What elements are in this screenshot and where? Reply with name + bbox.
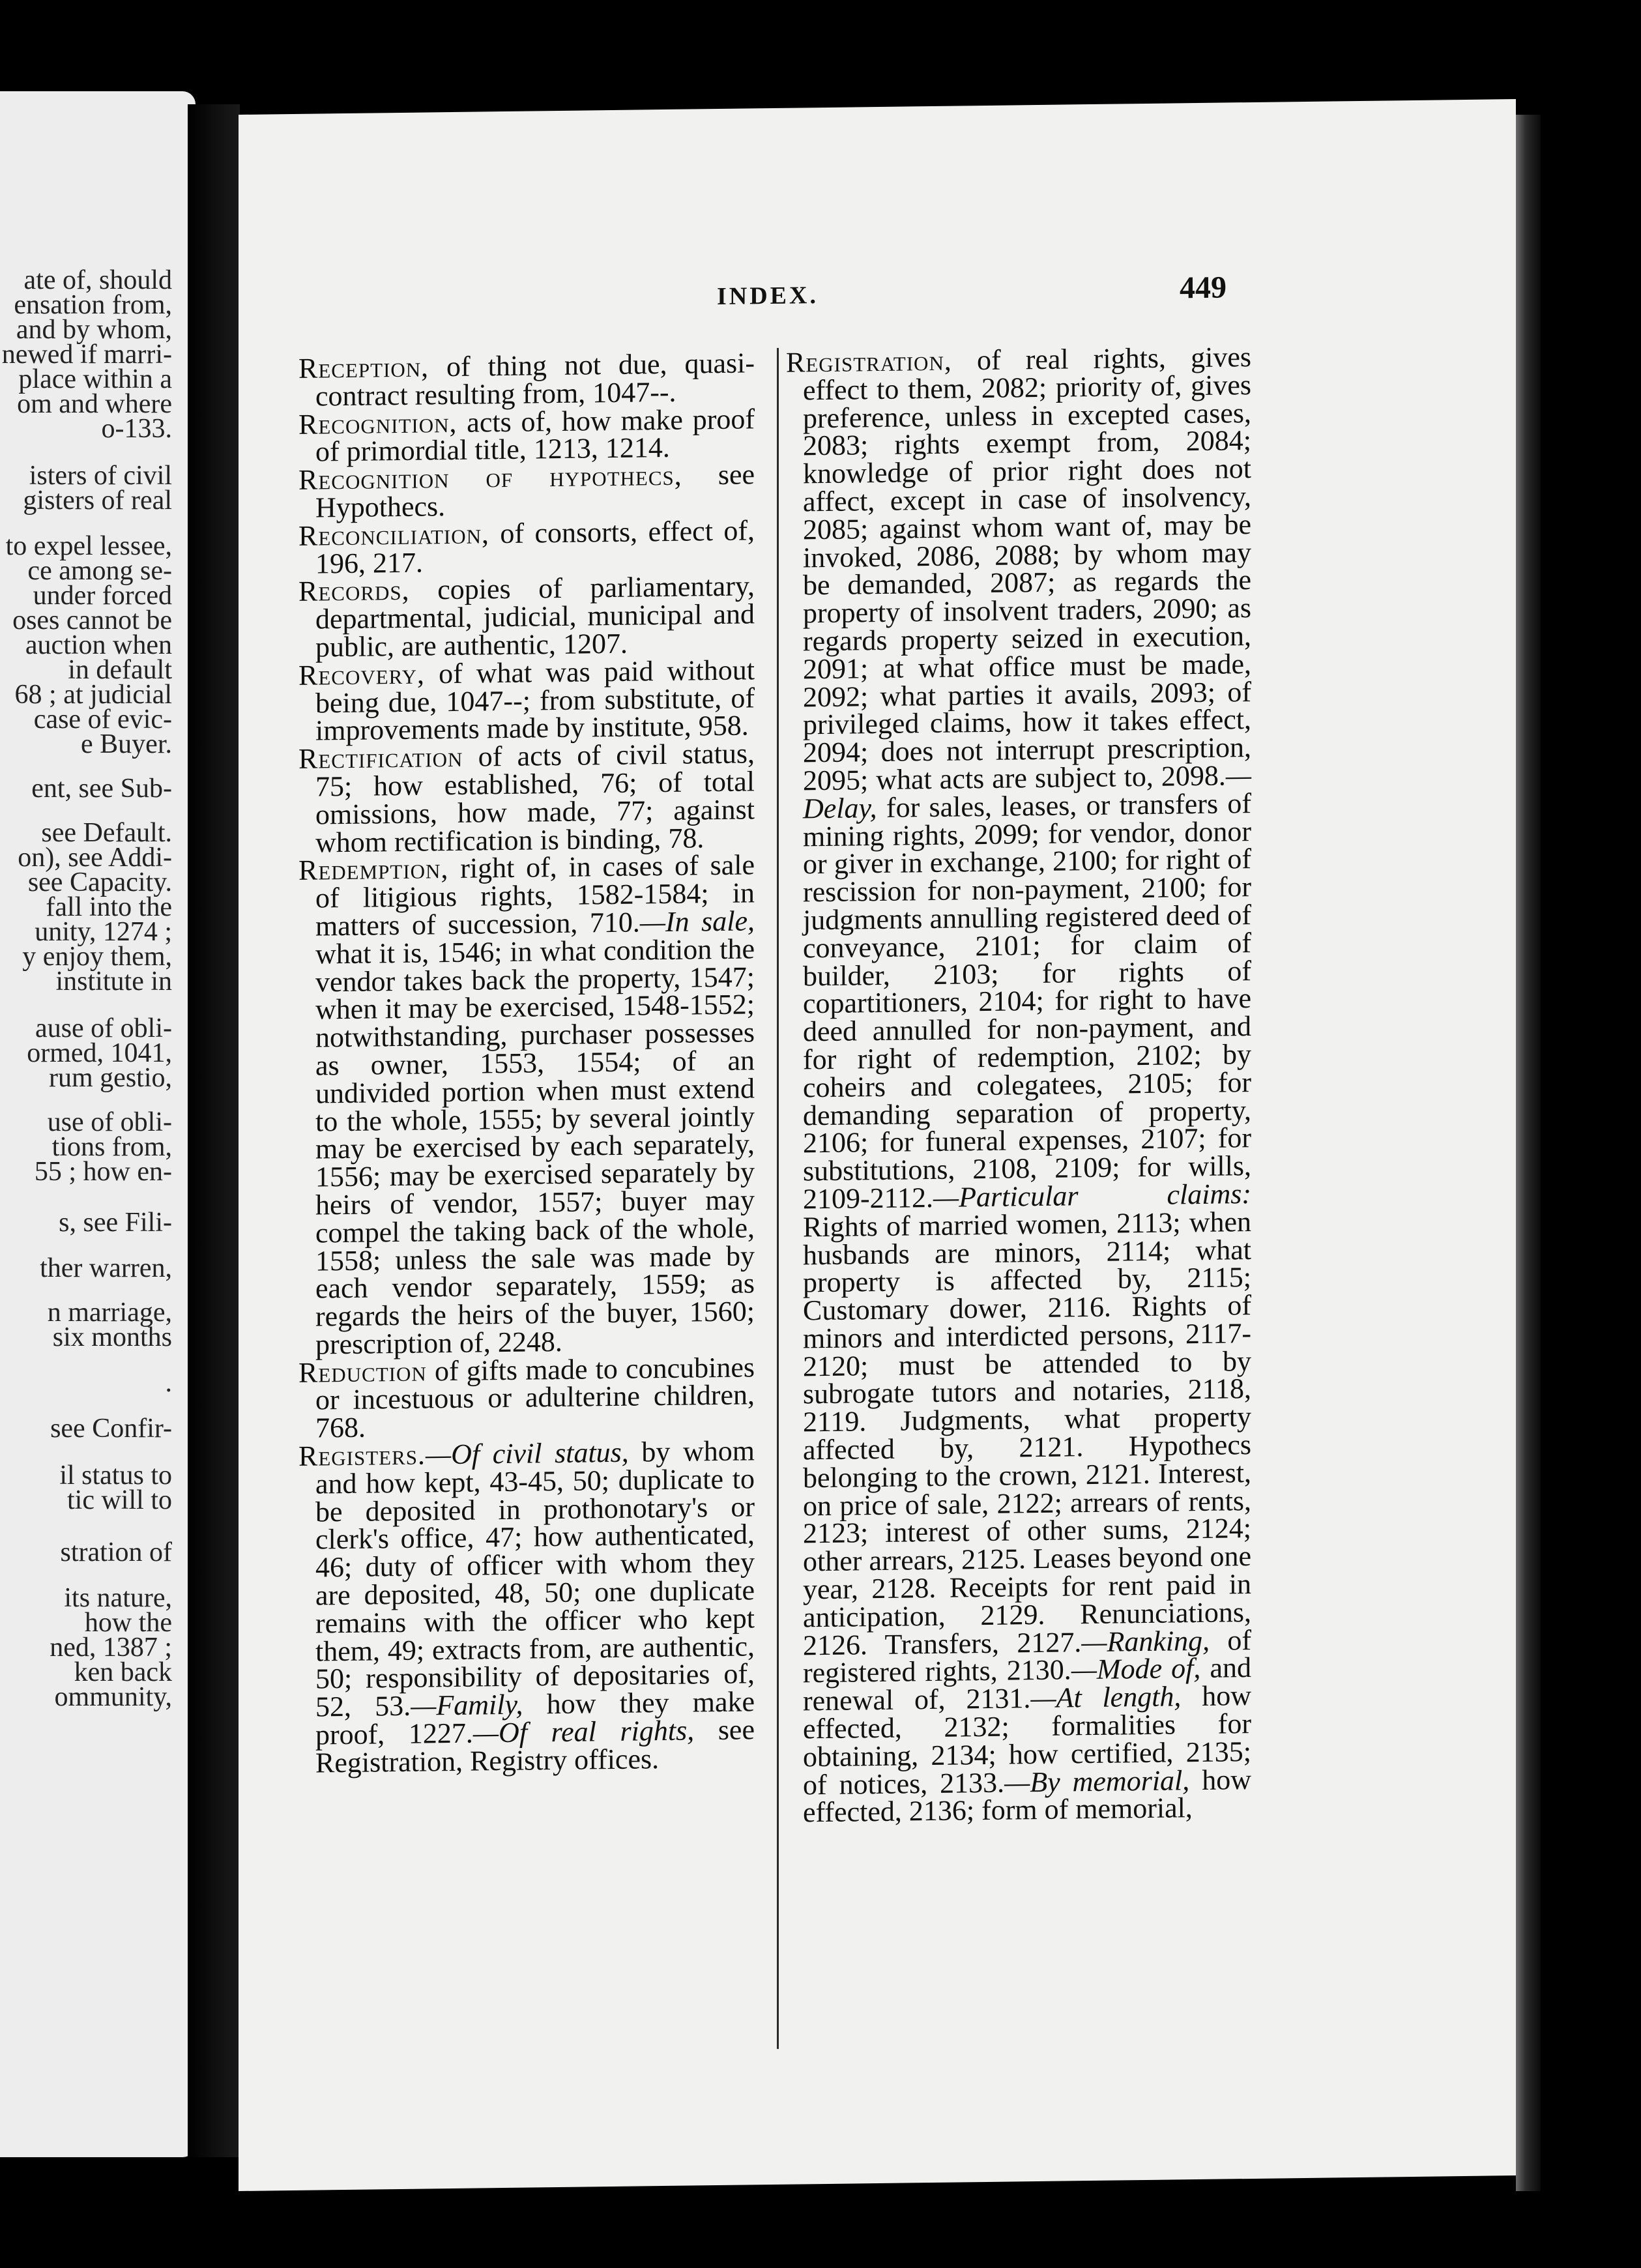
index-column-right — [786, 343, 1251, 1827]
index-entry — [298, 402, 755, 468]
facing-page-line: how the — [84, 1608, 172, 1638]
entry-text: right of, in cases of sale of litigious rights, 1582-1584; in matters of succession, 710. — [315, 849, 755, 942]
entry-text: for sales, leases, or transfers of mining rights, 2099; for vendor, donor or giver in exchange, 2100; for right of rescission for non-payment, 2100; for judgments annulling registered deed of conveyance, 2101; for claim of builder, 2103; for rights of copartitioners, 2104; for right to have deed annulled for non-payment, and for right of redemption, 2102; by coheirs and colegatees, 2105; for demanding separation of property, 2106; for funeral expenses, 2107; for substitutions, 2108, 2109; for wills, 2109-2112. — [803, 787, 1251, 1215]
facing-page-line: om and where — [17, 389, 172, 419]
entry-subheading: —Particular claims: — [933, 1177, 1251, 1214]
entry-subheading: —Family, — [411, 1688, 523, 1723]
entry-subheading: —In sale, — [639, 905, 755, 938]
facing-page-line: see Capacity. — [27, 867, 172, 897]
facing-page-line: tic will to — [67, 1485, 172, 1515]
facing-page-line: unity, 1274 ; — [35, 917, 172, 947]
entry-text: of consorts, effect of, 196, 217. — [315, 514, 755, 580]
entry-text: see Registration, Registry offices. — [315, 1713, 755, 1779]
entry-subheading: —Delay, — [803, 759, 1251, 825]
facing-page-line: oses cannot be — [12, 605, 172, 635]
entry-headword: Redemption, — [298, 852, 449, 887]
facing-page-line: ate of, should — [23, 265, 172, 295]
facing-page-line: auction when — [25, 630, 172, 660]
entry-headword: Recognition, — [298, 406, 457, 441]
entry-headword: Reception, — [298, 351, 429, 385]
facing-page-line: isters of civil — [29, 461, 172, 491]
index-column-left — [298, 349, 755, 1777]
facing-page-line: its nature, — [64, 1583, 172, 1613]
entry-headword: Reconciliation, — [298, 517, 489, 552]
index-entry — [298, 349, 755, 411]
entry-text: copies of parliamentary, departmental, judicial, municipal and public, are authentic, 1207. — [315, 570, 755, 663]
entry-text: see Hypothecs. — [315, 458, 755, 524]
facing-page-line: newed if marri- — [1, 340, 172, 370]
facing-page-line: place within a — [18, 364, 172, 394]
entry-subheading: —Mode of, — [1071, 1652, 1201, 1686]
facing-page-line: see Confir- — [50, 1414, 172, 1444]
entry-headword: Registration, — [786, 344, 952, 379]
entry-subheading: —At length, — [1030, 1680, 1182, 1715]
facing-page-line: and by whom, — [16, 315, 172, 345]
facing-page-line: ned, 1387 ; — [50, 1633, 172, 1663]
entry-text: and renewal of, 2131. — [803, 1651, 1251, 1717]
facing-page-line: rum gestio, — [49, 1063, 172, 1093]
facing-page-line: see Default. — [41, 818, 172, 848]
index-entry — [298, 1434, 755, 1779]
book-gutter — [188, 104, 240, 2157]
entry-text: of what was paid without being due, 1047--; from substitute, of improvements made by institute, 958. — [315, 654, 755, 747]
entry-text: acts of, how make proof of primordial title, 1213, 1214. — [315, 402, 755, 468]
facing-page-line: s, see Fili- — [59, 1208, 172, 1238]
facing-page-fragment — [0, 91, 196, 2157]
entry-headword: Records, — [298, 574, 410, 608]
entry-text: by whom and how kept, 43-45, 50; duplicate to be deposited in prothonotary's or clerk's office, 47; how authenticated, 46; duty of officer with whom they are deposited, 48, 50; one duplicate remains with the officer who kept them, 49; extracts from, are authentic, 50; responsibility of depositaries of, 52, 53. — [315, 1434, 755, 1723]
page-number: 449 — [1180, 270, 1227, 306]
facing-page-line: gisters of real — [23, 486, 172, 516]
entry-subheading: —Of civil status, — [426, 1436, 629, 1471]
entry-headword: Recovery, — [298, 658, 426, 691]
page-edge — [1516, 115, 1541, 2191]
facing-page-line: 55 ; how en- — [34, 1157, 172, 1187]
entry-subheading: —Of real rights, — [472, 1714, 695, 1749]
facing-page-line: institute in — [55, 967, 172, 996]
facing-page-line: to expel lessee, — [5, 531, 172, 561]
entry-headword: Recognition of hypothecs, — [298, 459, 682, 497]
index-entry — [298, 1351, 755, 1444]
facing-page-line: ce among se- — [27, 556, 172, 586]
facing-page-line: ent, see Sub- — [31, 774, 172, 804]
facing-page-line: y enjoy them, — [22, 942, 172, 972]
entry-subheading: —Ranking, — [1081, 1624, 1210, 1658]
entry-text: how they make proof, 1227. — [315, 1685, 755, 1751]
entry-headword: Rectification — [298, 740, 463, 776]
entry-headword: Registers. — [298, 1438, 426, 1472]
entry-headword: Reduction — [298, 1355, 427, 1389]
entry-text: of real rights, gives effect to them, 2082; priority of, gives preference, unless in excepted cases, 2083; rights exempt from, 2084; knowledge of prior right does not affect, except in case of insolvency, 2085; against whom want of, may be invoked, 2086, 2088; by whom may be demanded, 2087; as regards the property of insolvent traders, 2090; as regards property seized in execution, 2091; at what office must be made, 2092; what parties it avails, 2093; of privileged claims, how it takes effect, 2094; does not interrupt prescription, 2095; what acts are subject to, 2098. — [803, 341, 1251, 797]
facing-page-line: fall into the — [46, 892, 172, 922]
facing-page-line: il status to — [59, 1461, 172, 1490]
facing-page-line: ken back — [74, 1657, 172, 1687]
facing-page-line: ommunity, — [54, 1682, 172, 1712]
running-head: INDEX. — [717, 282, 819, 311]
facing-page-line: . — [165, 1368, 172, 1398]
index-entry — [298, 570, 755, 663]
index-page — [239, 99, 1516, 2191]
column-rule — [777, 348, 779, 2049]
facing-page-line: e Buyer. — [81, 729, 172, 759]
entry-text: how effected, 2136; form of memorial, — [803, 1763, 1251, 1829]
entry-text: of acts of civil status, 75; how established, 76; of total omissions, how made, 77; against whom rectification is binding, 78. — [315, 737, 755, 859]
entry-subheading: —By memorial, — [1004, 1764, 1190, 1799]
index-entry — [298, 849, 755, 1361]
facing-page-line: stration of — [60, 1537, 172, 1567]
facing-page-line: case of evic- — [33, 705, 172, 734]
facing-page-line: in default — [68, 655, 172, 685]
facing-page-line: on), see Addi- — [18, 843, 172, 873]
index-entry — [298, 514, 755, 580]
index-entry — [298, 656, 755, 746]
facing-page-line: ormed, 1041, — [27, 1038, 172, 1068]
entry-text: how effected, 2132; formalities for obtaining, 2134; how certified, 2135; of notices, 2133. — [803, 1679, 1251, 1801]
facing-page-line: ensation from, — [14, 290, 172, 320]
entry-text: Rights of married women, 2113; when husbands are minors, 2114; what property is affected by, 2115; Customary dower, 2116. Rights of minors and interdicted persons, 2117-2120; must be attended to by subrogate tutors and notaries, 2118, 2119. Judgments, what property affected by, 2121. Hypothecs belonging to the crown, 2121. Interest, on price of sale, 2122; arrears of rents, 2123; interest of other sums, 2124; other arrears, 2125. Leases beyond one year, 2128. Receipts for rent paid in anticipation, 2129. Renunciations, 2126. Transfers, 2127. — [803, 1205, 1251, 1662]
facing-page-line: under forced — [33, 581, 172, 611]
facing-page-line: ther warren, — [40, 1253, 172, 1283]
facing-page-line: tions from, — [51, 1132, 172, 1162]
entry-text: of gifts made to concubines or incestuous or adulterine children, 768. — [315, 1351, 755, 1444]
facing-page-line: o-133. — [101, 414, 172, 444]
entry-text: what it is, 1546; in what condition the vendor takes back the property, 1547; when it may be exercised, 1548-1552; notwithstanding, purchaser possesses as owner, 1553, 1554; of an undivided portion when must extend to the whole, 1555; by several jointly may be exercised by each separately, 1556; may be exercised separately by heirs of vendor, 1557; buyer may compel the taking back of the whole, 1558; unless the sale was made by each vendor separately, 1559; as regards the heirs of the buyer, 1560; prescription of, 2248. — [315, 933, 755, 1361]
index-entry — [786, 343, 1251, 1827]
facing-page-line: use of obli- — [47, 1107, 172, 1137]
entry-text: of thing not due, quasi-contract resulting from, 1047--. — [315, 347, 755, 413]
facing-page-line: six months — [52, 1322, 172, 1352]
index-entry — [298, 737, 755, 859]
index-entry — [298, 458, 755, 524]
facing-page-line: n marriage, — [47, 1298, 172, 1328]
facing-page-line: 68 ; at judicial — [14, 680, 172, 710]
entry-text: of registered rights, 2130. — [803, 1623, 1252, 1689]
facing-page-line: ause of obli- — [35, 1013, 172, 1043]
